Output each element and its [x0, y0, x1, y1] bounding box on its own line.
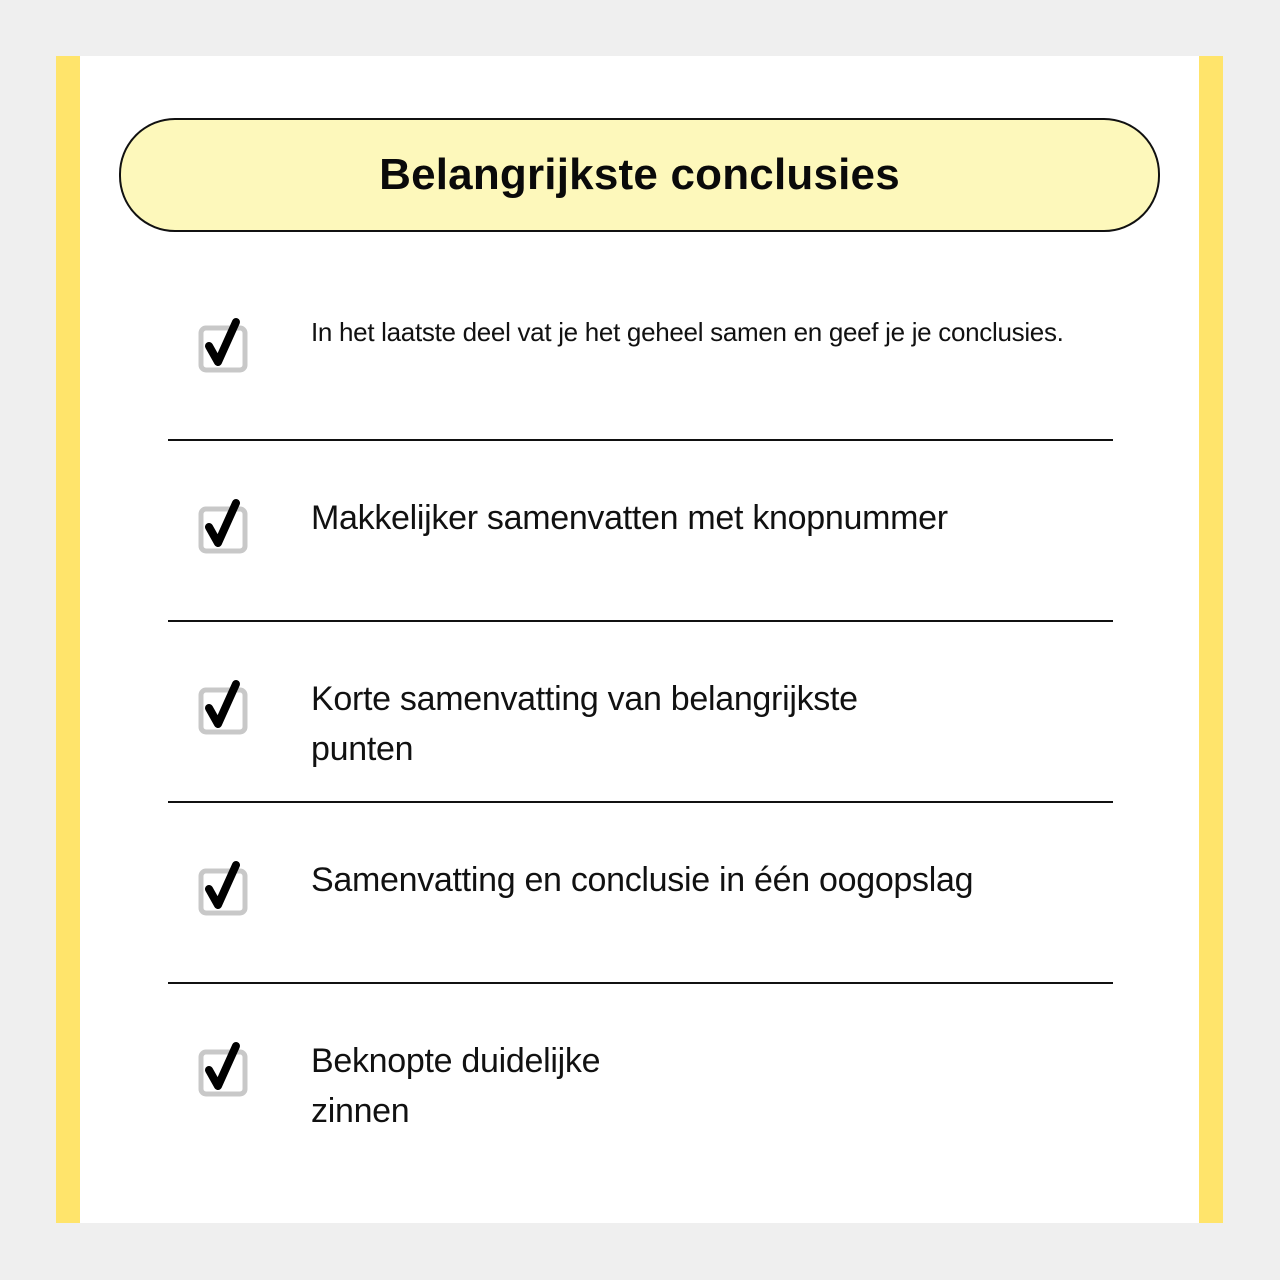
list-item [168, 260, 1113, 441]
item-text: Korte samenvatting van belangrijkste punten [311, 680, 858, 768]
list-item [168, 622, 1113, 803]
item-text: Beknopte duidelijke zinnen [311, 1042, 601, 1130]
checkbox-checked-icon [196, 493, 256, 557]
list-item [168, 984, 1113, 1165]
checkbox-checked-icon [196, 855, 256, 919]
right-accent-bar [1199, 56, 1223, 1223]
checkbox-checked-icon [196, 1036, 256, 1100]
list-item [168, 441, 1113, 622]
title-banner [119, 118, 1160, 232]
left-accent-bar [56, 56, 80, 1223]
item-text: Samenvatting en conclusie in één oogopslag [311, 861, 974, 899]
checkbox-checked-icon [196, 674, 256, 738]
card [56, 56, 1223, 1223]
item-text: In het laatste deel vat je het geheel samen en geef je je conclusies. [311, 317, 1064, 347]
list-item [168, 803, 1113, 984]
checkbox-checked-icon [196, 312, 256, 376]
page-title: Belangrijkste conclusies [379, 150, 900, 199]
item-text: Makkelijker samenvatten met knopnummer [311, 499, 948, 537]
conclusion-list [168, 260, 1113, 1165]
